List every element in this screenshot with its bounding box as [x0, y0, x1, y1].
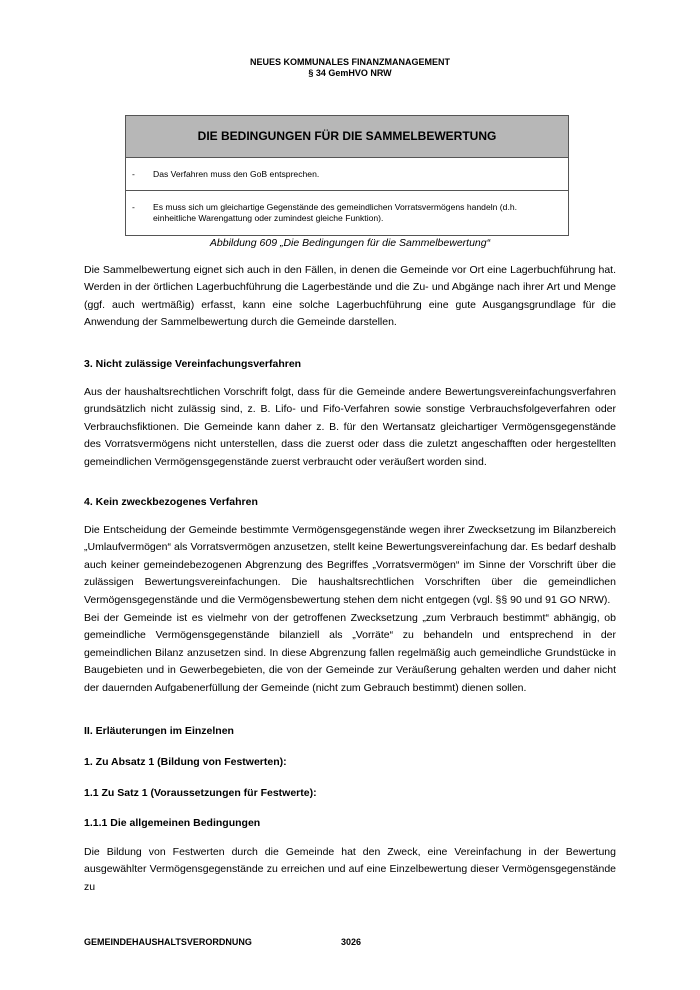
row-text: Es muss sich um gleichartige Gegenstände des gemeindlichen Vorratsvermögens handeln (d.h. einheitliche Warengattung oder zumindest gleiche Funktion). — [153, 202, 518, 223]
page-header — [0, 57, 700, 79]
box-row — [126, 191, 568, 235]
paragraph-vereinfachung: Aus der haushaltsrechtlichen Vorschrift folgt, dass für die Gemeinde andere Bewertungsvereinfachungsverfahren grundsätzlich nicht zulässig sind, z. B. Lifo- und Fifo-Verfahren sowie sonstige Verbrauchsfolgeverfahren oder Verbrauchsfiktionen. Die Gemeinde kann daher z. B. für den Wertansatz gleichartiger Vermögensgegenstände des Vorratsvermögens nicht unterstellen, dass die zuerst oder dass die zuletzt angeschafften oder hergestellten gemeindlichen Vermögensgegenstände zuerst verbraucht oder veräußert worden sind. — [84, 386, 616, 468]
paragraph-vorraete: Bei der Gemeinde ist es vielmehr von der getroffenen Zwecksetzung „zum Verbrauch bestimmt“ abhängig, ob gemeindliche Vermögensgegenstände bilanziell als „Vorräte“ zu behandeln und entsprechend in der gemeindlichen Bilanz anzusetzen sind. In diese Abgrenzung fallen regelmäßig auch gemeindliche Grundstücke in Baugebieten und in Gewerbegebieten, die von der Gemeinde zur Veräußerung gehalten werden und daher nicht der dauernden Aufgabenerfüllung der Gemeinde (nicht zum Gebrauch bestimmt) dienen sollen. — [84, 612, 616, 694]
box-title: DIE BEDINGUNGEN FÜR DIE SAMMELBEWERTUNG — [126, 116, 568, 158]
page-number: 3026 — [341, 937, 362, 947]
heading-section-4: 4. Kein zweckbezogenes Verfahren — [84, 496, 258, 508]
heading-section-1: 1. Zu Absatz 1 (Bildung von Festwerten): — [84, 756, 287, 768]
figure-caption: Abbildung 609 „Die Bedingungen für die Sammelbewertung“ — [209, 237, 491, 249]
heading-section-3: 3. Nicht zulässige Vereinfachungsverfahren — [84, 358, 302, 370]
header-line-2: § 34 GemHVO NRW — [308, 68, 392, 78]
header-line-1: NEUES KOMMUNALES FINANZMANAGEMENT — [250, 57, 450, 67]
row-marker: - — [132, 168, 135, 179]
heading-section-ii: II. Erläuterungen im Einzelnen — [84, 725, 234, 737]
heading-section-1-1-1: 1.1.1 Die allgemeinen Bedingungen — [84, 817, 261, 829]
row-text: Das Verfahren muss den GoB entsprechen. — [153, 168, 320, 179]
footer-title: GEMEINDEHAUSHALTSVERORDNUNG — [84, 937, 252, 947]
paragraph-sammelbewertung: Die Sammelbewertung eignet sich auch in den Fällen, in denen die Gemeinde vor Ort eine Lagerbuchführung hat. Werden in der örtlichen Lagerbuchführung die Lagerbestände und die Zu- und Abgänge nach ihrer Art und Menge (ggf. auch wertmäßig) erfasst, kann eine solche Lagerbuchführung eine gute Ausgangsgrundlage für die Anwendung der Sammelbewertung durch die Gemeinde darstellen. — [84, 264, 616, 329]
conditions-box — [125, 115, 569, 236]
heading-section-1-1: 1.1 Zu Satz 1 (Voraussetzungen für Festwerte): — [84, 787, 317, 799]
row-marker: - — [132, 202, 135, 212]
box-row — [126, 158, 568, 191]
paragraph-festwerte: Die Bildung von Festwerten durch die Gemeinde hat den Zweck, eine Vereinfachung in der Bewertung ausgewählter Vermögensgegenstände zu erreichen und auf eine Einzelbewertung dieser Vermögensgegenstände zu — [84, 846, 616, 893]
paragraph-zwecksetzung: Die Entscheidung der Gemeinde bestimmte Vermögensgegenstände wegen ihrer Zwecksetzung im Bilanzbereich „Umlaufvermögen“ als Vorratsvermögen anzusetzen, stellt keine Bewertungsvereinfachung dar. Es bedarf deshalb auch keiner gemeindebezogenen Abgrenzung des Begriffes „Vorratsvermögen“ im Sinne der Vorschrift über die zulässigen Bewertungsvereinfachungen. Die haushaltsrechtlichen Vorschriften über die gemeindlichen Vermögensgegenstände und die Vermögensbewertung stehen dem nicht entgegen (vgl. §§ 90 und 91 GO NRW). — [84, 524, 616, 606]
